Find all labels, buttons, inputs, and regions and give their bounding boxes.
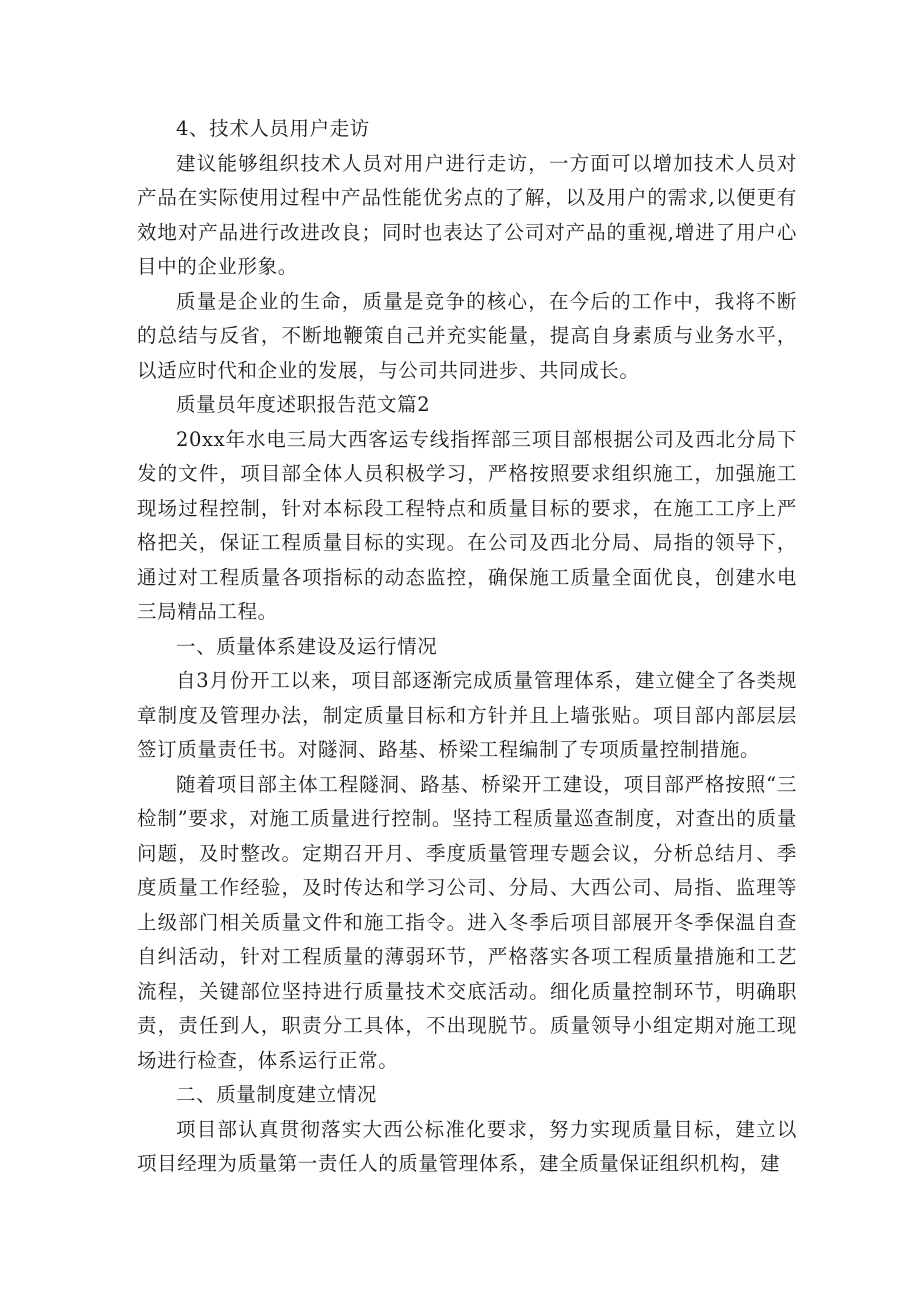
paragraph-system-setup: 自3月份开工以来，项目部逐渐完成质量管理体系，建立健全了各类规章制度及管理办法，制定质量目标和方针并且上墙张贴。项目部内部层层签订质量责任书。对隧洞、路基、桥梁工程编制了专项质量控制措施。 (137, 669, 797, 761)
paragraph-quality-life: 质量是企业的生命，质量是竞争的核心，在今后的工作中，我将不断的总结与反省，不断地鞭策自己并充实能量，提高自身素质与业务水平，以适应时代和企业的发展，与公司共同进步、共同成长。 (137, 289, 797, 382)
paragraph-three-checks: 随着项目部主体工程隧洞、路基、桥梁开工建设，项目部严格按照“三检制”要求，对施工质量进行控制。坚持工程质量巡查制度，对查出的质量问题，及时整改。定期召开月、季度质量管理专题会议，分析总结月、季度质量工作经验，及时传达和学习公司、分局、大西公司、局指、监理等上级部门相关质量文件和施工指令。进入冬季后项目部展开冬季保温自查自纠活动，针对工程质量的薄弱环节，严格落实各项工程质量措施和工艺流程，关键部位坚持进行质量技术交底活动。细化质量控制环节，明确职责，责任到人，职责分工具体，不出现脱节。质量领导小组定期对施工现场进行检查，体系运行正常。 (137, 772, 797, 1072)
document-title-part2: 质量员年度述职报告范文篇2 (176, 393, 431, 416)
section-heading-rules: 二、质量制度建立情况 (176, 1083, 378, 1106)
paragraph-rules: 项目部认真贯彻落实大西公标准化要求，努力实现质量目标，建立以项目经理为质量第一责任人的质量管理体系，建全质量保证组织机构，建 (137, 1117, 797, 1175)
paragraph-tech-visit: 建议能够组织技术人员对用户进行走访，一方面可以增加技术人员对产品在实际使用过程中产品性能优劣点的了解，以及用户的需求,以便更有效地对产品进行改进改良；同时也表达了公司对产品的重视,增进了用户心目中的企业形象。 (137, 151, 797, 278)
section-heading-tech-visit: 4、技术人员用户走访 (176, 117, 370, 140)
section-heading-system: 一、质量体系建设及运行情况 (176, 634, 438, 658)
document-body (137, 112, 797, 1182)
paragraph-project-intro: 20xx年水电三局大西客运专线指挥部三项目部根据公司及西北分局下发的文件，项目部全体人员积极学习，严格按照要求组织施工，加强施工现场过程控制，针对本标段工程特点和质量目标的要求，在施工工序上严格把关，保证工程质量目标的实现。在公司及西北分局、局指的领导下，通过对工程质量各项指标的动态监控，确保施工质量全面优良，创建水电三局精品工程。 (137, 427, 797, 623)
